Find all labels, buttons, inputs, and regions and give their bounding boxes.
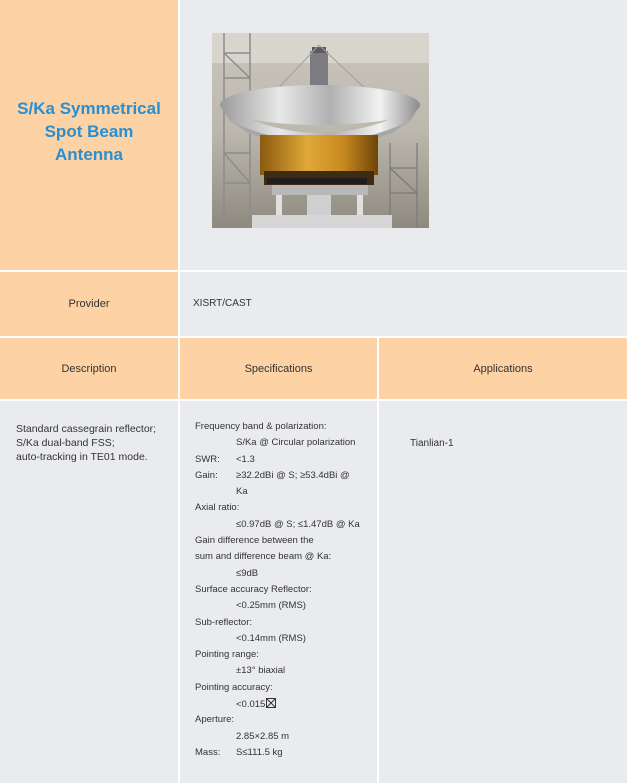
- divider: [0, 270, 627, 272]
- spec-value: ≤9dB: [236, 568, 259, 579]
- spec-label: sum and difference beam @ Ka:: [195, 551, 332, 562]
- spec-value: S≤111.5 kg: [236, 747, 283, 758]
- spec-value: <0.25mm (RMS): [236, 600, 306, 611]
- spec-label: Mass:: [195, 747, 221, 758]
- description-text: [16, 422, 156, 464]
- spec-value: Ka: [236, 486, 248, 497]
- antenna-photo: [212, 33, 429, 228]
- title-line: S/Ka Symmetrical: [17, 99, 161, 118]
- spec-label: Frequency band & polarization:: [195, 421, 327, 432]
- provider-value: XISRT/CAST: [193, 298, 252, 309]
- provider-label-cell: [0, 272, 178, 336]
- divider: [377, 338, 379, 783]
- spec-label: Sub-reflector:: [195, 617, 253, 628]
- provider-label: Provider: [68, 298, 110, 310]
- header-applications: [379, 338, 627, 399]
- title-line: Spot Beam: [44, 122, 134, 141]
- spec-value: ≤0.97dB @ S; ≤1.47dB @ Ka: [236, 519, 360, 530]
- divider: [0, 399, 627, 401]
- spec-value: S/Ka @ Circular polarization: [236, 437, 356, 448]
- header-description-label: Description: [61, 362, 117, 375]
- spec-label: Axial ratio:: [195, 502, 240, 513]
- spec-value: 2.85×2.85 m: [236, 731, 290, 742]
- header-applications-label: Applications: [473, 362, 533, 375]
- spec-label: Pointing range:: [195, 649, 259, 660]
- spec-value: <0.14mm (RMS): [236, 633, 306, 644]
- header-description: [0, 338, 178, 399]
- missing-glyph-icon: [266, 698, 276, 708]
- spec-label: Pointing accuracy:: [195, 682, 273, 693]
- spec-label: SWR:: [195, 454, 220, 465]
- spec-label: Gain:: [195, 470, 218, 481]
- header-specifications: [180, 338, 377, 399]
- description-line: S/Ka dual-band FSS;: [16, 437, 115, 449]
- divider: [178, 0, 180, 783]
- spec-label: Gain difference between the: [195, 535, 314, 546]
- spec-label: Aperture:: [195, 714, 235, 725]
- title-line: Antenna: [55, 145, 123, 164]
- spec-value: <0.015: [236, 699, 266, 710]
- header-specifications-label: Specifications: [244, 362, 313, 375]
- description-line: Standard cassegrain reflector;: [16, 423, 157, 435]
- divider: [0, 336, 627, 338]
- spec-value: <1.3: [236, 454, 255, 465]
- spec-value: ≥32.2dBi @ S; ≥53.4dBi @: [236, 470, 350, 481]
- spec-label: Surface accuracy Reflector:: [195, 584, 312, 595]
- spec-value-row: [236, 698, 276, 710]
- spec-value: ±13° biaxial: [236, 665, 286, 676]
- description-line: auto-tracking in TE01 mode.: [16, 451, 148, 463]
- antenna-title: [0, 97, 178, 166]
- applications-value: Tianlian-1: [410, 438, 454, 449]
